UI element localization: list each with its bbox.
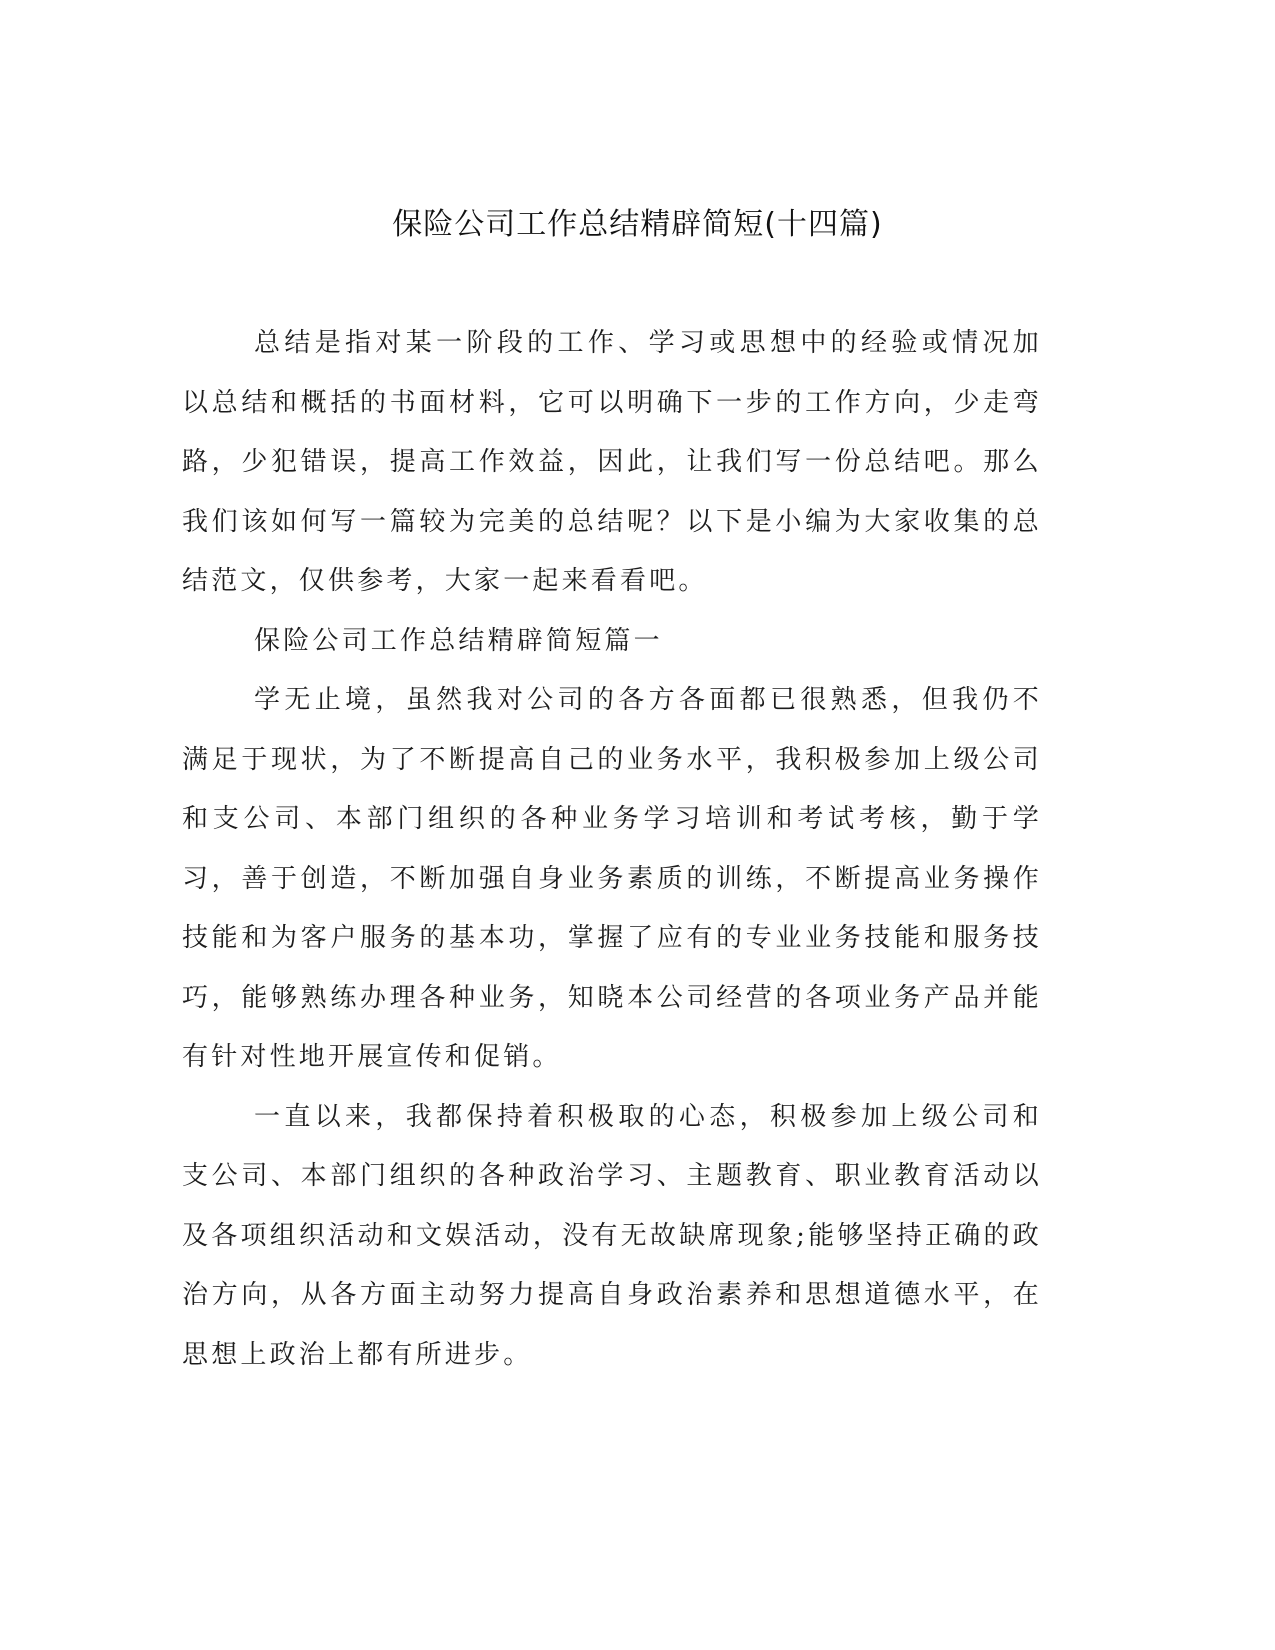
document-title: 保险公司工作总结精辟简短(十四篇) — [392, 207, 883, 242]
document-body — [182, 314, 1042, 1385]
body-paragraph: 学无止境，虽然我对公司的各方各面都已很熟悉，但我仍不满足于现状，为了不断提高自己的业务水平，我积极参加上级公司和支公司、本部门组织的各种业务学习培训和考试考核，勤于学习，善于创造，不断加强自身业务素质的训练，不断提高业务操作技能和为客户服务的基本功，掌握了应有的专业业务技能和服务技巧，能够熟练办理各种业务，知晓本公司经营的各项业务产品并能有针对性地开展宣传和促销。 — [182, 685, 1042, 1072]
section-heading: 保险公司工作总结精辟简短篇一 — [254, 625, 663, 656]
body-paragraph: 一直以来，我都保持着积极取的心态，积极参加上级公司和支公司、本部门组织的各种政治学习、主题教育、职业教育活动以及各项组织活动和文娱活动，没有无故缺席现象;能够坚持正确的政治方向，从各方面主动努力提高自身政治素养和思想道德水平，在思想上政治上都有所进步。 — [182, 1101, 1042, 1370]
intro-paragraph: 总结是指对某一阶段的工作、学习或思想中的经验或情况加以总结和概括的书面材料，它可以明确下一步的工作方向，少走弯路，少犯错误，提高工作效益，因此，让我们写一份总结吧。那么我们该如何写一篇较为完美的总结呢？以下是小编为大家收集的总结范文，仅供参考，大家一起来看看吧。 — [182, 328, 1042, 596]
